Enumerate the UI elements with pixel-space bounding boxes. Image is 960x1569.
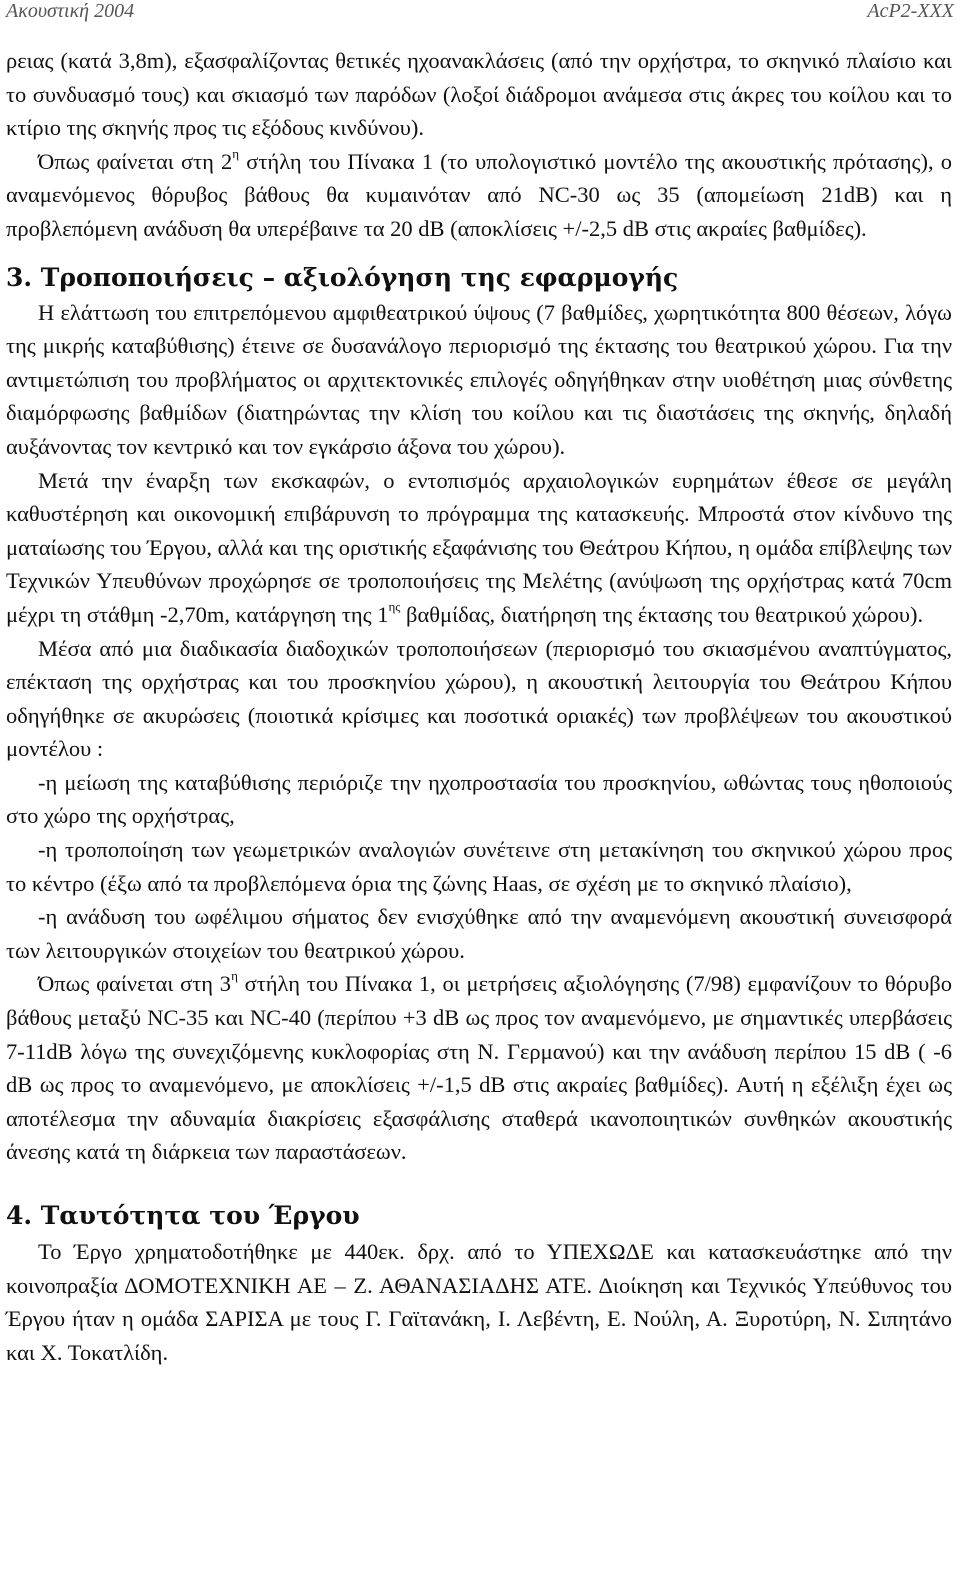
paragraph-text: Μετά την έναρξη των εκσκαφών, ο εντοπισμός αρχαιολογικών ευρημάτων έθεσε σε μεγάλη καθυστέρηση και οικονομική επιβάρυνση το πρόγραμμα της κατασκευής. Μπροστά στον κίνδυνο της ματαίωσης του Έργου, αλλά και της οριστικής εξαφάνισης του Θεάτρου Κήπου, η ομάδα επίβλεψης των Τεχνικών Υπευθύνων προχώρησε σε τροποποιήσεις της Μελέτης (ανύψωση της ορχήστρας κατά 70cm μέχρι τη στάθμη -2,70m, κατάργηση της 1 <box>6 467 952 627</box>
section-3-paragraph-1: Η ελάττωση του επιτρεπόμενου αμφιθεατρικού ύψους (7 βαθμίδες, χωρητικότητα 800 θέσεων, λόγω της μικρής καταβύθισης) έτεινε σε δυσανάλογο περιορισμό της έκτασης του θεατρικού χώρου. Για την αντιμετώπιση του προβλήματος οι αρχιτεκτονικές επιλογές οδηγήθηκαν στην υιοθέτηση μιας σύνθετης διαμόρφωσης βαθμίδων (διατηρώντας την κλίση του κοίλου και τις διαστάσεις της σκηνής, δηλαδή αυξάνοντας τον κεντρικό και τον εγκάρσιο άξονα του χώρου). <box>6 299 952 459</box>
ordinal-superscript: ης <box>388 598 401 614</box>
list-item: -η τροποποίηση των γεωμετρικών αναλογιών συνέτεινε στη μετακίνηση του σκηνικού χώρου προς το κέντρο (έξω από τα προβλεπόμενα όρια της ζώνης Haas, σε σχέση με το σκηνικό πλαίσιο), <box>6 837 952 896</box>
paragraph-text: στήλη του Πίνακα 1 (το υπολογιστικό μοντέλο της ακουστικής πρότασης), ο αναμενόμενος θόρυβος βάθους θα κυμαινόταν από NC-30 ως 35 (απομείωση 21dB) και η προβλεπόμενη ανάδυση θα υπερέβαινε τα 20 dB (αποκλίσεις +/-2,5 dB στις ακραίες βαθμίδες). <box>6 148 952 241</box>
ordinal-superscript: η <box>232 145 240 161</box>
paragraph-model-results <box>6 145 952 246</box>
section-3-paragraph-3: Μέσα από μια διαδικασία διαδοχικών τροποποιήσεων (περιορισμό του σκιασμένου αναπτύγματος, επέκταση της ορχήστρας και του προσκηνίου χώρου), η ακουστική λειτουργία του Θεάτρου Κήπου οδηγήθηκε σε ακυρώσεις (ποιοτικά κρίσιμες και ποσοτικά οριακές) των προβλέψεων του ακουστικού μοντέλου : <box>6 635 952 762</box>
header-title: Ακουστική 2004 <box>6 0 135 22</box>
section-3-heading: 3. Τροποποιήσεις – αξιολόγηση της εφαρμογής <box>6 262 679 292</box>
section-3-paragraph-4 <box>6 967 952 1169</box>
list-item: -η μείωση της καταβύθισης περιόριζε την ηχοπροστασία του προσκηνίου, ωθώντας τους ηθοποιούς στο χώρο της ορχήστρας, <box>6 769 952 829</box>
paragraph-text: βαθμίδας, διατήρηση της έκτασης του θεατρικού χώρου). <box>400 601 924 627</box>
page-header <box>6 0 954 28</box>
section-4-paragraph-1: Το Έργο χρηματοδοτήθηκε με 440εκ. δρχ. από το ΥΠΕΧΩΔΕ και κατασκευάστηκε από την κοινοπραξία ΔΟΜΟΤΕΧΝΙΚΗ ΑΕ – Ζ. ΑΘΑΝΑΣΙΑΔΗΣ ΑΤΕ. Διοίκηση και Τεχνικός Υπεύθυνος του Έργου ήταν η ομάδα ΣΑΡΙΣΑ με τους Γ. Γαϊτανάκη, Ι. Λεβέντη, Ε. Νούλη, Α. Ξυροτύρη, Ν. Σιπητάνο και Χ. Τοκατλίδη. <box>6 1239 952 1365</box>
section-3-paragraph-2 <box>6 464 952 632</box>
document-body <box>6 44 952 1369</box>
paragraph-text: στήλη του Πίνακα 1, οι μετρήσεις αξιολόγησης (7/98) εμφανίζουν το θόρυβο βάθους μεταξύ NC-35 και NC-40 (περίπου +3 dB ως προς τον αναμενόμενο, με σημαντικές υπερβάσεις 7-11dB λόγω της συνεχιζόμενης κυκλοφορίας στη Ν. Γερμανού) και την ανάδυση περίπου 15 dB ( -6 dB ως προς το αναμενόμενο, με αποκλίσεις +/-1,5 dB στις ακραίες βαθμίδες). Αυτή η εξέλιξη έχει ως αποτέλεσμα την αδυναμία διακρίσεις εξασφάλισης σταθερά ικανοποιητικών συνθηκών ακουστικής άνεσης κατά τη διάρκεια των παραστάσεων. <box>6 971 952 1165</box>
paragraph-text: Όπως φαίνεται στη 3 <box>38 971 232 997</box>
header-paper-code: AcP2-XXX <box>867 0 954 22</box>
section-4-heading: 4. Ταυτότητα του Έργου <box>6 1201 360 1230</box>
paragraph-continuation: ρειας (κατά 3,8m), εξασφαλίζοντας θετικές ηχοανακλάσεις (από την ορχήστρα, το σκηνικό πλαίσιο και το συνδυασμό τους) και σκιασμό των παρόδων (λοξοί διάδρομοι ανάμεσα στις άκρες του κοίλου και το κτίριο της σκηνής προς τις εξόδους κινδύνου). <box>6 48 952 141</box>
paragraph-text: Όπως φαίνεται στη 2 <box>38 148 233 174</box>
ordinal-superscript: η <box>231 968 238 984</box>
list-item: -η ανάδυση του ωφέλιμου σήματος δεν ενισχύθηκε από την αναμενόμενη ακουστική συνεισφορά των λειτουργικών στοιχείων του θεατρικού χώρου. <box>6 904 952 963</box>
